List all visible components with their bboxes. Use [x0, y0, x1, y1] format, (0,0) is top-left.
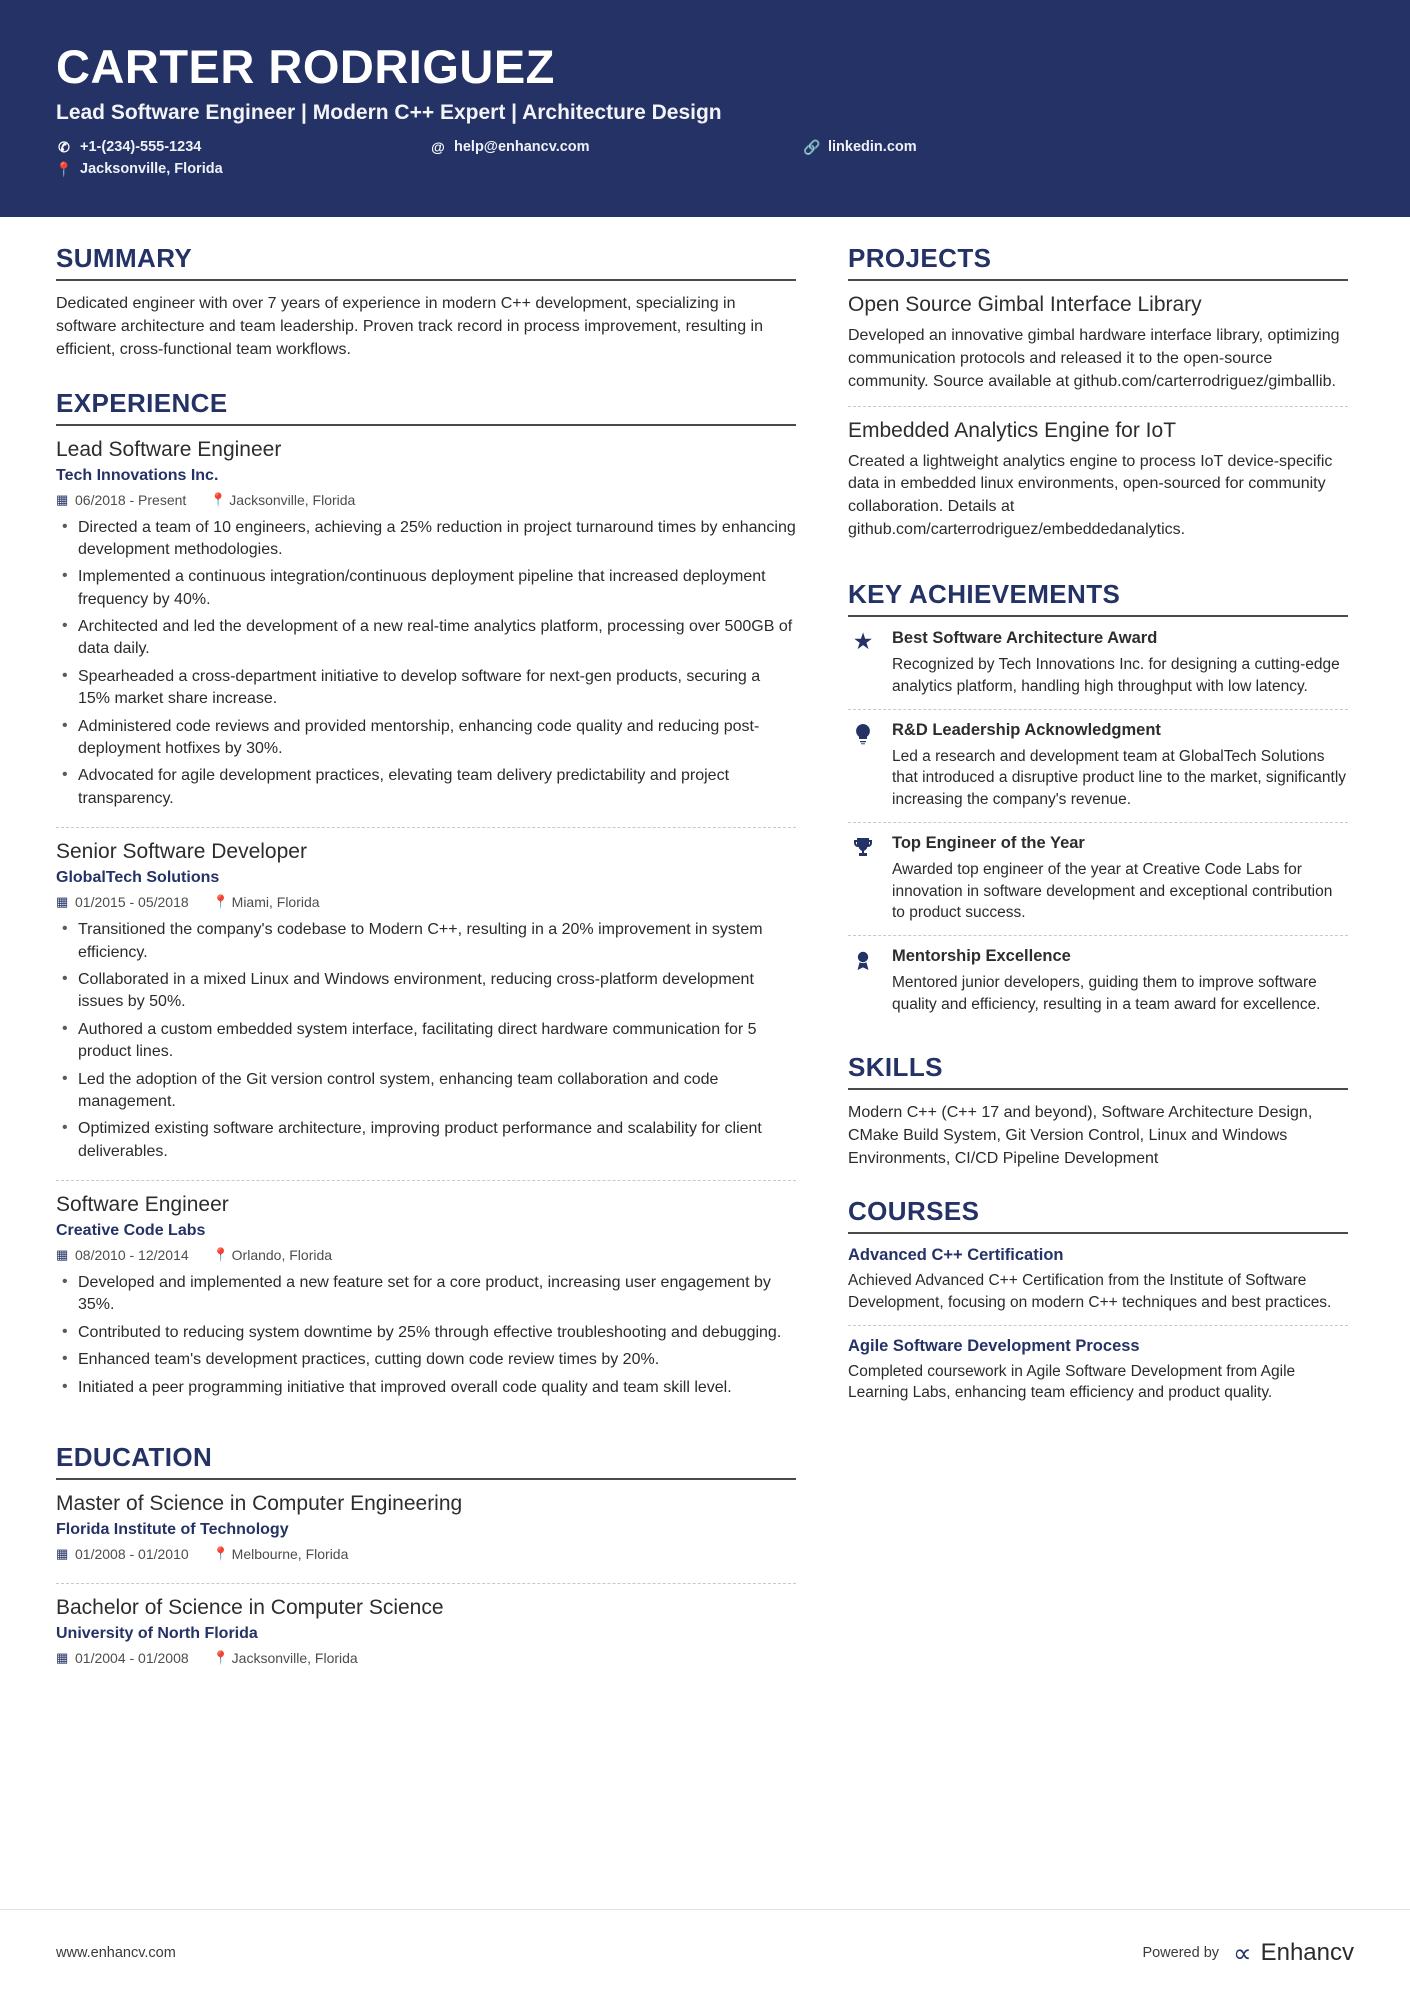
- section-summary: [56, 243, 796, 361]
- achievement-description: Led a research and development team at GlobalTech Solutions that introduced a disruptive product line to the market, significantly increasing the company's revenue.: [892, 747, 1347, 809]
- list-item: • Developed and implemented a new feature set for a core product, increasing user engagement by 35%.: [56, 1272, 796, 1317]
- section-title-education: EDUCATION: [56, 1442, 796, 1480]
- project-description: Created a lightweight analytics engine to process IoT device-specific data in embedded linux environments, open-sourced for community collaboration. Details at github.com/carterrodriguez/embeddedanalytics.: [848, 452, 1333, 538]
- contact-location: [56, 161, 1320, 177]
- location-pin-icon: 📍: [212, 1546, 229, 1562]
- enhancv-brand-name: Enhancv: [1260, 1938, 1354, 1966]
- location-pin-icon: 📍: [212, 894, 229, 910]
- achievement-item: [848, 721, 1348, 823]
- job-dates-value: 08/2010 - 12/2014: [75, 1247, 189, 1264]
- education-entry: [56, 1596, 796, 1687]
- phone-icon: ✆: [58, 138, 70, 155]
- job-dates: [56, 1247, 189, 1263]
- location-pin-icon: 📍: [210, 491, 227, 507]
- skills-text: Modern C++ (C++ 17 and beyond), Software Architecture Design, CMake Build System, Git Version Control, Linux and Windows Environments, CI/CD Pipeline Development: [848, 1104, 1313, 1167]
- section-education: [56, 1442, 796, 1687]
- section-title-courses: COURSES: [848, 1196, 1348, 1234]
- experience-entry: [56, 438, 796, 829]
- job-dates-value: 06/2018 - Present: [75, 491, 187, 508]
- lightbulb-icon: [848, 721, 878, 811]
- education-location: [213, 1650, 358, 1666]
- project-entry: [848, 419, 1348, 554]
- list-item: • Led the adoption of the Git version control system, enhancing team collaboration and code management.: [56, 1069, 796, 1114]
- section-experience: [56, 388, 796, 1417]
- course-description: Achieved Advanced C++ Certification from the Institute of Software Development, focusing on modern C++ techniques and best practices.: [848, 1272, 1332, 1312]
- job-dates-value: 01/2015 - 05/2018: [75, 894, 189, 911]
- project-description: Developed an innovative gimbal hardware interface library, optimizing communication protocols and released it to the open-source community. Source available at github.com/carterrodriguez/gimballib.: [848, 327, 1340, 390]
- section-title-achievements: KEY ACHIEVEMENTS: [848, 579, 1348, 617]
- degree-title: Master of Science in Computer Engineering: [56, 1492, 463, 1516]
- location-pin-icon: 📍: [212, 1650, 229, 1666]
- resume-footer: [0, 1909, 1410, 1995]
- job-meta: [56, 894, 796, 910]
- education-meta: [56, 1650, 796, 1666]
- award-ribbon-icon: [848, 947, 878, 1015]
- star-icon: ★: [852, 628, 874, 655]
- job-bullets: [56, 517, 796, 811]
- list-item: • Implemented a continuous integration/continuous deployment pipeline that increased deployment frequency by 40%.: [56, 566, 796, 611]
- education-dates-value: 01/2004 - 01/2008: [75, 1650, 189, 1667]
- job-location: [213, 1247, 332, 1263]
- contact-website[interactable]: [804, 139, 1064, 155]
- education-dates: [56, 1546, 189, 1562]
- section-title-experience: EXPERIENCE: [56, 388, 796, 426]
- bottom-spacer: [0, 1713, 1410, 1833]
- right-column: [848, 243, 1348, 1441]
- job-location-value: Jacksonville, Florida: [229, 491, 356, 508]
- course-entry: [848, 1337, 1348, 1415]
- contact-email-value: help@enhancv.com: [454, 139, 590, 156]
- list-item: • Initiated a peer programming initiative that improved overall code quality and team skill level.: [56, 1377, 796, 1399]
- job-dates: [56, 894, 189, 910]
- course-title: Advanced C++ Certification: [848, 1246, 1064, 1265]
- education-meta: [56, 1546, 796, 1562]
- enhancv-mark-icon: ∝: [1233, 1937, 1252, 1968]
- education-dates: [56, 1650, 189, 1666]
- contact-info: [56, 139, 1354, 183]
- list-item: • Advocated for agile development practices, elevating team delivery predictability and project transparency.: [56, 765, 796, 810]
- at-icon: @: [431, 139, 445, 156]
- project-title: Open Source Gimbal Interface Library: [848, 293, 1202, 317]
- list-item: • Enhanced team's development practices, cutting down code review times by 20%.: [56, 1349, 796, 1371]
- education-location: [213, 1546, 349, 1562]
- contact-location-value: Jacksonville, Florida: [80, 161, 223, 178]
- education-dates-value: 01/2008 - 01/2010: [75, 1546, 189, 1563]
- calendar-icon: ▦: [56, 894, 69, 910]
- resume-body: [0, 217, 1410, 1713]
- page-title: CARTER RODRIGUEZ: [56, 40, 555, 93]
- calendar-icon: ▦: [56, 1650, 69, 1666]
- job-location: [213, 894, 320, 910]
- experience-entry: [56, 840, 796, 1181]
- achievement-title: Mentorship Excellence: [892, 946, 1071, 965]
- section-courses: [848, 1196, 1348, 1415]
- section-achievements: [848, 579, 1348, 1026]
- company-name: GlobalTech Solutions: [56, 869, 220, 887]
- trophy-icon: [848, 834, 878, 924]
- list-item: • Administered code reviews and provided mentorship, enhancing code quality and reducing post-deployment hotfixes by 30%.: [56, 716, 796, 761]
- school-name: Florida Institute of Technology: [56, 1521, 289, 1539]
- enhancv-logo: [1233, 1939, 1354, 1967]
- achievement-item: [848, 947, 1348, 1026]
- job-meta: [56, 1247, 796, 1263]
- job-meta: [56, 492, 796, 508]
- education-location-value: Jacksonville, Florida: [231, 1650, 358, 1667]
- job-title: Software Engineer: [56, 1193, 229, 1217]
- project-title: Embedded Analytics Engine for IoT: [848, 418, 1177, 442]
- calendar-icon: ▦: [56, 1247, 69, 1263]
- job-location-value: Orlando, Florida: [231, 1247, 333, 1264]
- calendar-icon: ▦: [56, 491, 69, 507]
- degree-title: Bachelor of Science in Computer Science: [56, 1596, 444, 1620]
- achievement-title: Top Engineer of the Year: [892, 833, 1085, 852]
- job-location: [210, 492, 355, 508]
- summary-text: Dedicated engineer with over 7 years of experience in modern C++ development, specializing in software architecture and team leadership. Proven track record in process improvement, resulting in efficient, cross-functional team workflows.: [56, 295, 763, 358]
- achievement-description: Mentored junior developers, guiding them to improve software quality and efficiency, resulting in a team award for excellence.: [892, 973, 1321, 1013]
- list-item: • Contributed to reducing system downtime by 25% through effective troubleshooting and debugging.: [56, 1322, 796, 1344]
- list-item: • Collaborated in a mixed Linux and Windows environment, reducing cross-platform development issues by 50%.: [56, 969, 796, 1014]
- achievement-title: R&D Leadership Acknowledgment: [892, 720, 1161, 739]
- job-location-value: Miami, Florida: [231, 894, 320, 911]
- company-name: Creative Code Labs: [56, 1222, 206, 1240]
- achievement-title: Best Software Architecture Award: [892, 629, 1158, 648]
- location-pin-icon: 📍: [212, 1247, 229, 1263]
- job-dates: [56, 492, 186, 508]
- course-description: Completed coursework in Agile Software Development from Agile Learning Labs, enhancing team efficiency and product quality.: [848, 1362, 1296, 1402]
- section-title-skills: SKILLS: [848, 1052, 1348, 1090]
- section-title-projects: PROJECTS: [848, 243, 1348, 281]
- resume-header: [0, 0, 1410, 217]
- education-entry: [56, 1492, 796, 1584]
- school-name: University of North Florida: [56, 1625, 258, 1643]
- left-column: [56, 243, 796, 1713]
- contact-phone-value: +1-(234)-555-1234: [80, 139, 202, 156]
- list-item: • Architected and led the development of a new real-time analytics platform, processing over 500GB of data daily.: [56, 616, 796, 661]
- footer-website[interactable]: www.enhancv.com: [56, 1944, 176, 1961]
- list-item: • Optimized existing software architecture, improving product performance and scalability for client deliverables.: [56, 1118, 796, 1163]
- project-entry: [848, 293, 1348, 406]
- list-item: • Directed a team of 10 engineers, achieving a 25% reduction in project turnaround times by enhancing development methodologies.: [56, 517, 796, 562]
- contact-phone[interactable]: [56, 139, 396, 155]
- contact-email[interactable]: [430, 139, 770, 155]
- course-title: Agile Software Development Process: [848, 1336, 1140, 1355]
- contact-website-value: linkedin.com: [828, 139, 917, 156]
- calendar-icon: ▦: [56, 1546, 69, 1562]
- section-title-summary: SUMMARY: [56, 243, 796, 281]
- link-icon: 🔗: [803, 138, 821, 155]
- list-item: • Authored a custom embedded system interface, facilitating direct hardware communication for 5 product lines.: [56, 1019, 796, 1064]
- experience-entry: [56, 1193, 796, 1416]
- section-skills: [848, 1052, 1348, 1170]
- list-item: • Spearheaded a cross-department initiative to develop software for next-gen products, securing a 15% market share increase.: [56, 666, 796, 711]
- job-title: Lead Software Engineer: [56, 437, 282, 461]
- achievement-description: Recognized by Tech Innovations Inc. for designing a cutting-edge analytics platform, handling high throughput with low latency.: [892, 656, 1340, 696]
- footer-powered-by: Powered by: [1142, 1944, 1220, 1961]
- professional-headline: Lead Software Engineer | Modern C++ Expert | Architecture Design: [56, 101, 722, 125]
- job-title: Senior Software Developer: [56, 840, 307, 864]
- job-bullets: [56, 919, 796, 1163]
- achievement-item: [848, 629, 1348, 709]
- achievement-description: Awarded top engineer of the year at Creative Code Labs for innovation in software development and exceptional contribution to product success.: [892, 860, 1333, 922]
- education-location-value: Melbourne, Florida: [231, 1546, 349, 1563]
- company-name: Tech Innovations Inc.: [56, 466, 219, 484]
- course-entry: [848, 1246, 1348, 1325]
- job-bullets: [56, 1272, 796, 1399]
- achievement-item: [848, 834, 1348, 936]
- section-projects: [848, 243, 1348, 553]
- location-pin-icon: 📍: [55, 160, 73, 177]
- list-item: • Transitioned the company's codebase to Modern C++, resulting in a 20% improvement in system efficiency.: [56, 919, 796, 964]
